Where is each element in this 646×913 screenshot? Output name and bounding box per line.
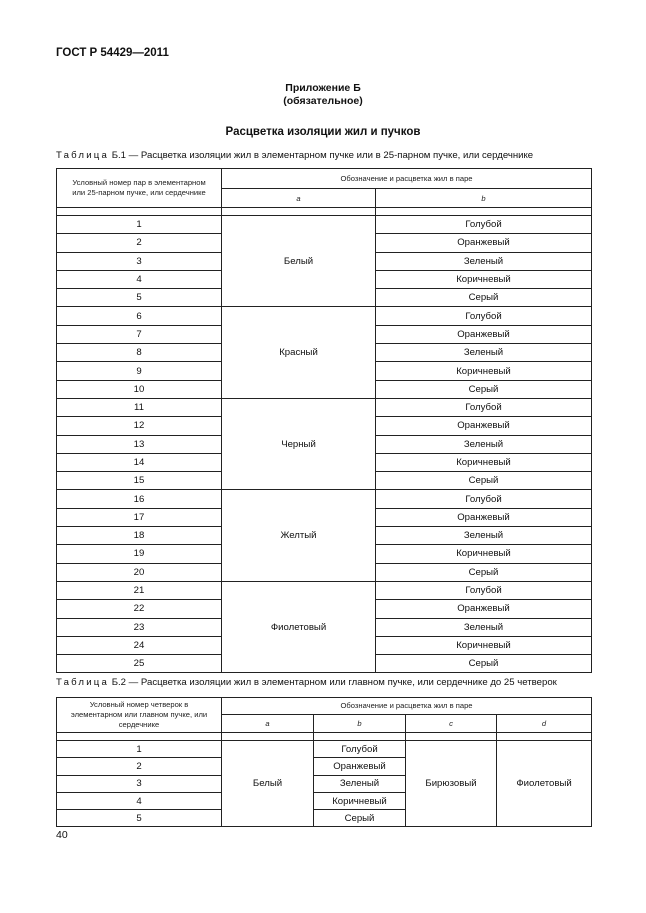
color-a-cell: Белый xyxy=(222,216,376,307)
color-b-cell: Оранжевый xyxy=(376,508,592,526)
color-b-cell: Коричневый xyxy=(376,453,592,471)
pair-number-cell: 14 xyxy=(57,453,222,471)
color-b-cell: Серый xyxy=(376,655,592,673)
color-b-cell: Серый xyxy=(376,563,592,581)
quad-number-cell: 2 xyxy=(57,758,222,775)
pair-number-cell: 6 xyxy=(57,307,222,325)
pair-number-cell: 24 xyxy=(57,636,222,654)
color-b-cell: Коричневый xyxy=(376,362,592,380)
table-row xyxy=(57,307,592,325)
color-b-cell: Зеленый xyxy=(376,252,592,270)
color-c-cell: Бирюзовый xyxy=(406,741,497,827)
table-row xyxy=(57,398,592,416)
pair-number-cell: 25 xyxy=(57,655,222,673)
color-b-cell: Зеленый xyxy=(376,527,592,545)
color-b-cell: Голубой xyxy=(376,307,592,325)
color-b-cell: Коричневый xyxy=(314,792,406,809)
pair-number-cell: 13 xyxy=(57,435,222,453)
color-a-cell: Желтый xyxy=(222,490,376,581)
color-a-cell: Черный xyxy=(222,398,376,489)
color-b-cell: Голубой xyxy=(314,741,406,758)
pair-number-cell: 15 xyxy=(57,472,222,490)
pair-number-cell: 21 xyxy=(57,581,222,599)
color-a-cell: Фиолетовый xyxy=(222,581,376,672)
color-b-cell: Голубой xyxy=(376,216,592,234)
pair-number-cell: 16 xyxy=(57,490,222,508)
appendix-title: Приложение Б xyxy=(285,82,361,94)
section-title: Расцветка изоляции жил и пучков xyxy=(225,126,421,138)
color-b-cell: Коричневый xyxy=(376,636,592,654)
table1-sub-a: a xyxy=(222,189,376,208)
color-b-cell: Оранжевый xyxy=(376,600,592,618)
pair-number-cell: 4 xyxy=(57,270,222,288)
color-b-cell: Голубой xyxy=(376,581,592,599)
color-d-cell: Фиолетовый xyxy=(497,741,592,827)
table1-caption-word: Таблица xyxy=(56,150,110,161)
color-b-cell: Зеленый xyxy=(376,618,592,636)
table2 xyxy=(56,697,592,827)
quad-number-cell: 4 xyxy=(57,792,222,809)
pair-number-cell: 18 xyxy=(57,527,222,545)
pair-number-cell: 17 xyxy=(57,508,222,526)
pair-number-cell: 5 xyxy=(57,289,222,307)
quad-number-cell: 3 xyxy=(57,775,222,792)
table2-caption-text: Б.2 — Расцветка изоляции жил в элементарном или главном пучке, или сердечнике до 25 четверок xyxy=(111,677,557,688)
pair-number-cell: 8 xyxy=(57,344,222,362)
table1-sub-b: b xyxy=(376,189,592,208)
pair-number-cell: 12 xyxy=(57,417,222,435)
pair-number-cell: 23 xyxy=(57,618,222,636)
color-b-cell: Коричневый xyxy=(376,545,592,563)
color-b-cell: Серый xyxy=(314,810,406,827)
color-b-cell: Серый xyxy=(376,472,592,490)
table1-col1-header: Условный номер пар в элементарном или 25-парном пучке, или сердечнике xyxy=(57,169,222,208)
pair-number-cell: 22 xyxy=(57,600,222,618)
color-b-cell: Оранжевый xyxy=(376,325,592,343)
table-row xyxy=(57,216,592,234)
color-b-cell: Голубой xyxy=(376,490,592,508)
pair-number-cell: 20 xyxy=(57,563,222,581)
table1-group-header: Обозначение и расцветка жил в паре xyxy=(222,169,592,189)
pair-number-cell: 3 xyxy=(57,252,222,270)
table2-col1-header: Условный номер четверок в элементарном или главном пучке, или сердечнике xyxy=(57,698,222,733)
color-b-cell: Оранжевый xyxy=(314,758,406,775)
table-row xyxy=(57,581,592,599)
standard-number: ГОСТ Р 54429—2011 xyxy=(56,47,169,59)
pair-number-cell: 1 xyxy=(57,216,222,234)
table-row xyxy=(57,741,592,758)
color-b-cell: Коричневый xyxy=(376,270,592,288)
color-b-cell: Серый xyxy=(376,380,592,398)
color-b-cell: Голубой xyxy=(376,398,592,416)
table1-caption xyxy=(56,150,533,161)
table2-sub-a: a xyxy=(222,715,314,733)
table1-caption-text: Б.1 — Расцветка изоляции жил в элементарном пучке или в 25-парном пучке, или сердечнике xyxy=(111,150,534,161)
color-b-cell: Зеленый xyxy=(376,344,592,362)
table2-sub-b: b xyxy=(314,715,406,733)
quad-number-cell: 1 xyxy=(57,741,222,758)
color-a-cell: Красный xyxy=(222,307,376,398)
color-b-cell: Оранжевый xyxy=(376,417,592,435)
color-b-cell: Зеленый xyxy=(376,435,592,453)
pair-number-cell: 10 xyxy=(57,380,222,398)
quad-number-cell: 5 xyxy=(57,810,222,827)
pair-number-cell: 9 xyxy=(57,362,222,380)
pair-number-cell: 7 xyxy=(57,325,222,343)
appendix-note: (обязательное) xyxy=(283,95,363,107)
color-b-cell: Оранжевый xyxy=(376,234,592,252)
color-b-cell: Серый xyxy=(376,289,592,307)
table2-sub-d: d xyxy=(497,715,592,733)
pair-number-cell: 11 xyxy=(57,398,222,416)
table2-caption-word: Таблица xyxy=(56,677,110,688)
pair-number-cell: 19 xyxy=(57,545,222,563)
color-a-cell: Белый xyxy=(222,741,314,827)
table2-group-header: Обозначение и расцветка жил в паре xyxy=(222,698,592,715)
color-b-cell: Зеленый xyxy=(314,775,406,792)
table2-sub-c: c xyxy=(406,715,497,733)
table1 xyxy=(56,168,592,673)
table2-caption xyxy=(56,677,557,688)
pair-number-cell: 2 xyxy=(57,234,222,252)
page-number: 40 xyxy=(56,829,68,841)
table-row xyxy=(57,490,592,508)
